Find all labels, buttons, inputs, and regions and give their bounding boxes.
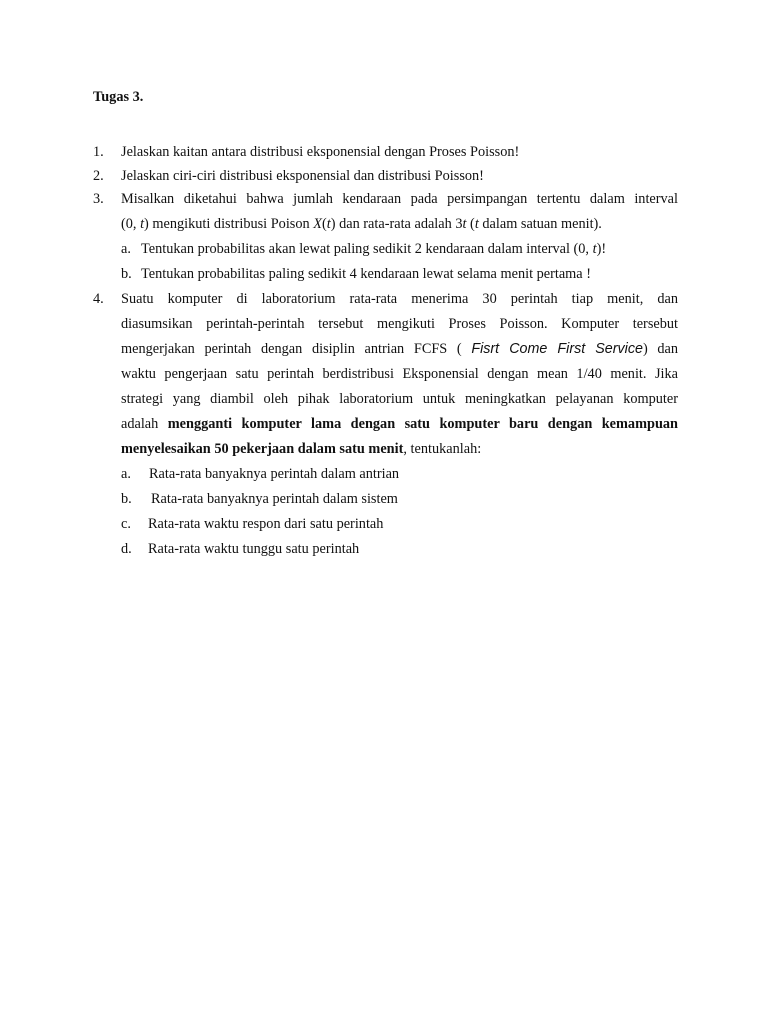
question-line: (0, t) mengikuti distribusi Poison X(t) dan rata-rata adalah 3t (t dalam satuan menit). [121, 216, 602, 232]
question-text [121, 287, 678, 462]
sub-question-label: b. [121, 491, 132, 507]
sub-question-text: Rata-rata waktu respon dari satu perintah [148, 516, 384, 532]
question-line: menyelesaikan 50 pekerjaan dalam satu menit, tentukanlah: [121, 441, 482, 457]
sub-question-text: Rata-rata waktu tunggu satu perintah [148, 541, 360, 557]
sub-question-label: a. [121, 241, 131, 257]
question-line: waktu pengerjaan satu perintah berdistribusi Eksponensial dengan mean 1/40 menit. Jika [121, 366, 678, 382]
sub-question-d [121, 537, 678, 562]
question-text [121, 187, 678, 237]
question-3 [93, 187, 678, 287]
question-line: adalah mengganti komputer lama dengan satu komputer baru dengan kemampuan [121, 416, 678, 432]
sub-question-b [121, 262, 678, 287]
assignment-title: Tugas 3. [93, 89, 144, 105]
question-1 [93, 140, 678, 165]
sub-question-text: Tentukan probabilitas paling sedikit 4 kendaraan lewat selama menit pertama ! [141, 266, 591, 282]
sub-question-label: d. [121, 541, 132, 557]
question-line: mengerjakan perintah dengan disiplin antrian FCFS ( Fisrt Come First Service) dan [121, 341, 679, 357]
question-number: 2. [93, 168, 104, 184]
sub-question-label: b. [121, 266, 132, 282]
question-number: 1. [93, 144, 104, 160]
sub-question-label: a. [121, 466, 131, 482]
question-4 [93, 287, 678, 562]
question-line: strategi yang diambil oleh pihak laboratorium untuk meningkatkan pelayanan komputer [121, 391, 678, 407]
question-number: 4. [93, 291, 104, 307]
question-text: Jelaskan ciri-ciri distribusi eksponensial dan distribusi Poisson! [121, 168, 484, 184]
sub-question-b [121, 487, 678, 512]
sub-question-label: c. [121, 516, 131, 532]
question-number: 3. [93, 191, 104, 207]
sub-question-text: Rata-rata banyaknya perintah dalam antrian [149, 466, 400, 482]
question-text: Jelaskan kaitan antara distribusi eksponensial dengan Proses Poisson! [121, 144, 520, 160]
sub-question-a [121, 462, 678, 487]
question-line: Suatu komputer di laboratorium rata-rata menerima 30 perintah tiap menit, dan [121, 291, 678, 307]
sub-question-c [121, 512, 678, 537]
question-2 [93, 164, 678, 189]
sub-question-a [121, 237, 678, 262]
question-line: diasumsikan perintah-perintah tersebut mengikuti Proses Poisson. Komputer tersebut [121, 316, 678, 332]
sub-question-text: Rata-rata banyaknya perintah dalam sistem [151, 491, 398, 507]
question-line: Misalkan diketahui bahwa jumlah kendaraan pada persimpangan tertentu dalam interval [121, 191, 678, 207]
sub-question-text: Tentukan probabilitas akan lewat paling sedikit 2 kendaraan dalam interval (0, t)! [141, 241, 607, 257]
